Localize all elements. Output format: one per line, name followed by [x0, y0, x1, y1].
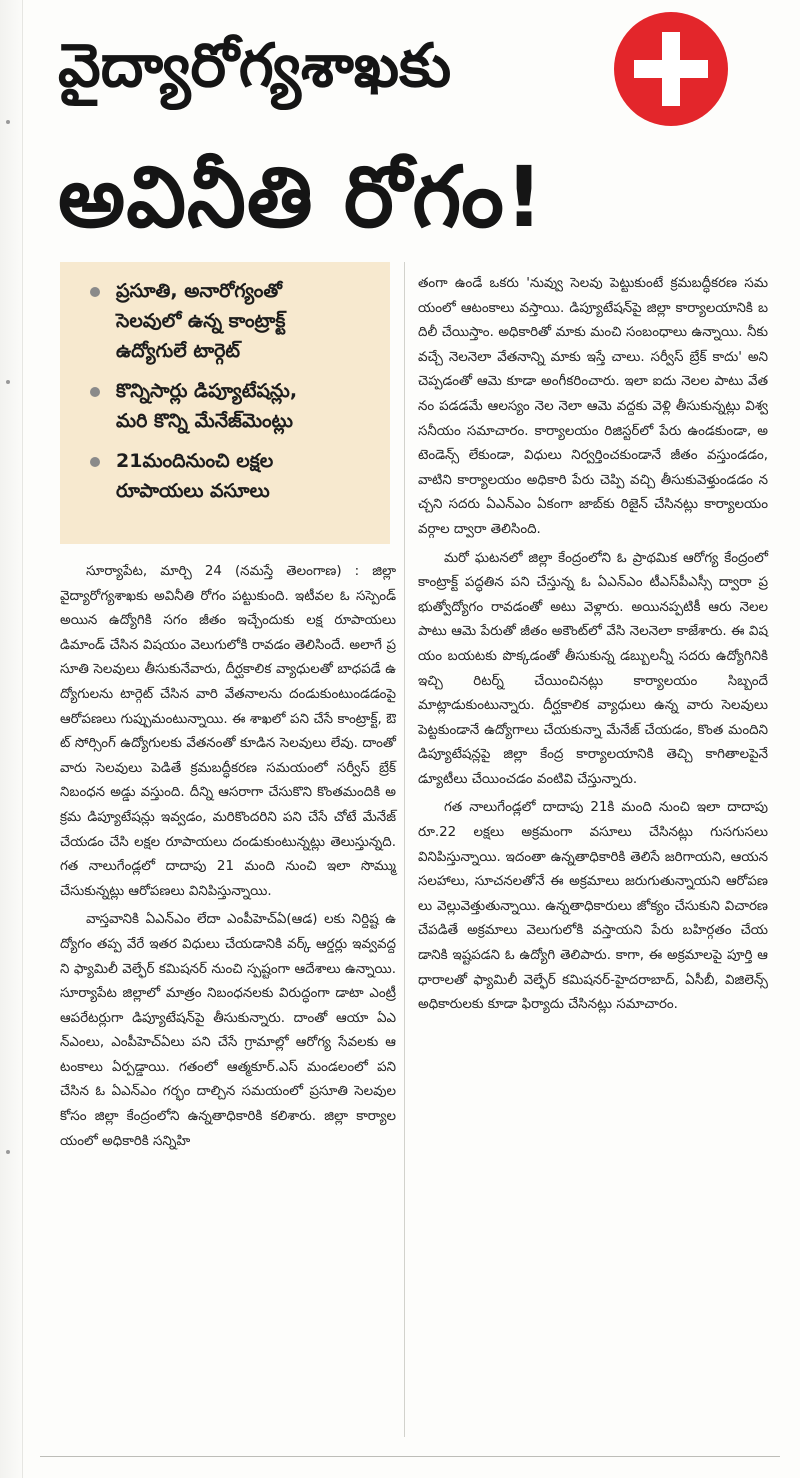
- highlight-item: [88, 276, 378, 366]
- margin-mark: [6, 120, 10, 124]
- highlights-box: [60, 262, 390, 544]
- highlight-item: [88, 376, 378, 436]
- headline-line-2: అవినీతి రోగం!: [58, 148, 545, 246]
- headline-line-1: వైద్యారోగ్యశాఖకు: [58, 31, 452, 101]
- margin-mark: [6, 380, 10, 384]
- article-column-left: [60, 560, 396, 1158]
- article-column-right: [418, 272, 768, 1022]
- highlight-text: 21మందినుంచి లక్షల రూపాయలు వసూలు: [116, 450, 274, 502]
- page-margin: [0, 0, 23, 1478]
- article-paragraph: సూర్యాపేట, మార్చి 24 (నమస్తే తెలంగాణ) : జిల్లా వైద్యారోగ్యశాఖకు అవినీతి రోగం పట్టుకుంది. ఇటీవల ఓ సస్పెండ్ అయిన ఉద్యోగికి సగం జీతం ఇచ్చేందుకు లక్ష రూపాయలు డిమాండ్ చేసిన విషయం వెలుగులోకి రావడం తెలిసిందే. అలాగే ప్రసూతి సెలవులు తీసుకునేవారు, దీర్ఘకాలిక వ్యాధులతో బాధపడే ఉద్యోగులను టార్గెట్ చేసిన వారి వేతనాలను దండుకుంటుండడంపై ఆరోపణలు గుప్పుమంటున్నాయి. ఈ శాఖలో పని చేసే కాంట్రాక్ట్, ఔట్ సోర్సింగ్ ఉద్యోగులకు వేతనంతో కూడిన సెలవులు లేవు. దాంతో వారు సెలవులు పెడితే క్రమబద్ధీకరణ సమయంలో సర్వీస్ బ్రేక్ నిబంధన అడ్డు వస్తుంది. దీన్ని ఆసరాగా చేసుకొని కొంతమందికి అక్రమ డిప్యూటేషన్లు ఇవ్వడం, మరికొందరిని పని చేసే చోటే మేనేజ్ చేయడం చేసి లక్షల రూపాయలు దండుకుంటున్నట్లు తెలుస్తున్నది. గత నాలుగేండ్లలో దాదాపు 21 మంది నుంచి ఇలా సొమ్ము చేసుకున్నట్లు ఆరోపణలు వినిపిస్తున్నాయి.: [60, 564, 396, 899]
- article-paragraph: తంగా ఉండే ఒకరు 'నువ్వు సెలవు పెట్టుకుంటే క్రమబద్ధీకరణ సమయంలో ఆటంకాలు వస్తాయి. డిప్యూటేషన్‌పై జిల్లా కార్యాలయానికి బదిలీ చేయిస్తాం. అధికారితో మాకు మంచి సంబంధాలు ఉన్నాయి. నీకు వచ్చే నెలనెలా వేతనాన్ని మాకు ఇస్తే చాలు. సర్వీస్ బ్రేక్ కాదు' అని చెప్పడంతో ఆమె కూడా అంగీకరించారు. ఇలా ఐదు నెలల పాటు వేతనం పడడమే ఆలస్యం నెల నెలా ఆమె వద్దకు వెళ్లి తీసుకున్నట్లు విశ్వసనీయం సమాచారం. కార్యాలయం రిజిస్టర్‌లో పేరు ఉండకుండా, అటెండెన్స్ లేకుండా, విధులు నిర్వర్తించకుండానే జీతం వస్తుండడం, వాటిని కార్యాలయం అధికారి పేరు చెప్పి వచ్చి తీసుకువెళ్తుండడం నచ్చని సదరు ఏఎన్‌ఎం ఏకంగా జాబ్‌కు రిజైన్ చేసినట్లు కార్యాలయం వర్గాల ద్వారా తెలిసింది.: [418, 276, 768, 537]
- margin-mark: [6, 1150, 10, 1154]
- article-paragraph: గత నాలుగేండ్లలో దాదాపు 21కి మంది నుంచి ఇలా దాదాపు రూ.22 లక్షలు అక్రమంగా వసూలు చేసినట్లు గుసగుసలు వినిపిస్తున్నాయి. ఇదంతా ఉన్నతాధికారికి తెలిసే జరిగాయని, ఆయన సలహాలు, సూచనలతోనే ఈ అక్రమాలు జరుగుతున్నాయని ఆరోపణలు వెల్లువెత్తుతున్నాయి. ఉన్నతాధికారులు జోక్యం చేసుకుని విచారణ చేపడితే అక్రమాలు వెలుగులోకి వస్తాయని పేరు బహిర్గతం చేయడానికి ఇష్టపడని ఓ ఉద్యోగి తెలిపారు. కాగా, ఈ అక్రమాలపై పూర్తి ఆధారాలతో ఫ్యామిలీ వెల్ఫేర్ కమిషనర్-హైదరాబాద్, ఏసీబీ, విజిలెన్స్ అధికారులకు కూడా ఫిర్యాదు చేసినట్లు సమాచారం.: [418, 800, 768, 1013]
- article-paragraph: మరో ఘటనలో జిల్లా కేంద్రంలోని ఓ ప్రాథమిక ఆరోగ్య కేంద్రంలో కాంట్రాక్ట్ పద్ధతిన పని చేస్తున్న ఓ ఏఎన్‌ఎం టీఎస్‌పీఎస్సీ ద్వారా ప్రభుత్వోద్యోగం రావడంతో అటు వెళ్లారు. అయినప్పటికీ ఆరు నెలల పాటు ఆమె పేరుతో జీతం అకౌంట్‌లో వేసి నెలనెలా కాజేశారు. ఈ విషయం బయటకు పొక్కడంతో తీసుకున్న డబ్బులన్నీ సదరు ఉద్యోగినికి ఇచ్చి రిటర్న్ చేయించినట్లు కార్యాలయం సిబ్బందే మాట్లాడుకుంటున్నారు. దీర్ఘకాలిక వ్యాధులు ఉన్న వారు సెలవులు పెట్టకుండానే ఉద్యోగాలు చేయకున్నా మేనేజ్ చేయడం, కొంత మందిని డిప్యూటేషన్లపై జిల్లా కేంద్ర కార్యాలయానికి తెచ్చి కాగితాలపైనే డ్యూటీలు చేయించడం వంటివి చేస్తున్నారు.: [418, 550, 768, 787]
- article-paragraph: వాస్తవానికి ఏఎన్‌ఎం లేదా ఎంపీహెచ్‌ఏ(ఆడ) లకు నిర్దిష్ట ఉద్యోగం తప్ప వేరే ఇతర విధులు చేయడానికి వర్క్ ఆర్డర్లు ఇవ్వవద్దని ఫ్యామిలీ వెల్ఫేర్ కమిషనర్ నుంచి స్పష్టంగా ఆదేశాలు ఉన్నాయి. సూర్యాపేట జిల్లాలో మాత్రం నిబంధనలకు విరుద్ధంగా డాటా ఎంట్రీ ఆపరేటర్లుగా డిప్యూటేషన్‌పై తీసుకున్నారు. దాంతో ఆయా ఏఎన్‌ఎంలు, ఎంపీహెచ్‌ఏలు పని చేసే గ్రామాల్లో ఆరోగ్య సేవలకు ఆటంకాలు ఏర్పడ్డాయి. గతంలో ఆత్మకూర్.ఎస్ మండలంలో పని చేసిన ఓ ఏఎన్‌ఎం గర్భం దాల్చిన సమయంలో ప్రసూతి సెలవుల కోసం జిల్లా కేంద్రంలోని ఉన్నతాధికారికి కలిశారు. జిల్లా కార్యాలయంలో అధికారికి సన్నిహి: [60, 912, 396, 1149]
- bullet-icon: [90, 287, 100, 297]
- bullet-icon: [90, 387, 100, 397]
- page-bottom-rule: [40, 1456, 780, 1457]
- bullet-icon: [90, 457, 100, 467]
- highlight-text: కొన్నిసార్లు డిప్యూటేషన్లు, మరి కొన్ని మేనేజ్‌మెంట్లు: [116, 380, 298, 432]
- highlight-item: [88, 446, 378, 506]
- cross-bar-vertical: [662, 32, 680, 106]
- column-divider: [404, 262, 405, 1437]
- highlight-text: ప్రసూతి, అనారోగ్యంతో సెలవులో ఉన్న కాంట్రాక్ట్ ఉద్యోగులే టార్గెట్: [116, 280, 286, 362]
- red-cross-icon: [614, 12, 728, 126]
